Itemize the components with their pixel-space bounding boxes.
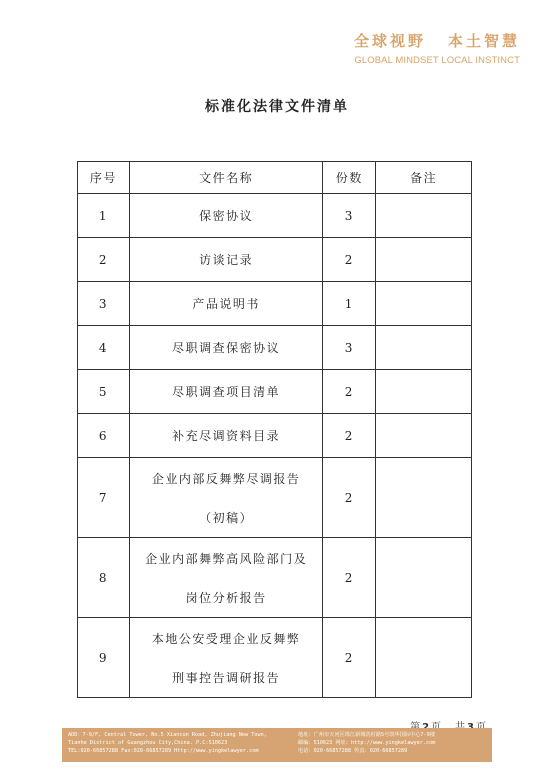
cell-copies: 2 xyxy=(323,538,376,618)
cell-no: 3 xyxy=(78,282,130,326)
cell-copies: 2 xyxy=(323,618,376,698)
slogan-english: GLOBAL MINDSET LOCAL INSTINCT xyxy=(354,55,520,66)
footer-right-line: 地址：广州市天河区珠江新城冼村路5号凯华国际中心7-9楼 xyxy=(298,732,435,738)
footer-left-line: ADD：7-9/F, Central Tower, No.5 Xiancun Road, Zhujiang New Town, xyxy=(68,732,267,738)
file-name-line: 企业内部反舞弊尽调报告 xyxy=(151,471,301,486)
file-name-line: 刑事控告调研报告 xyxy=(172,670,281,685)
column-header-name: 文件名称 xyxy=(129,162,322,194)
table-row xyxy=(78,458,472,538)
cell-no: 8 xyxy=(78,538,130,618)
file-name-line: 尽职调查保密协议 xyxy=(172,341,281,355)
cell-file-name xyxy=(129,282,322,326)
cell-file-name xyxy=(129,238,322,282)
table-row xyxy=(78,282,472,326)
footer-english-address xyxy=(68,731,296,755)
cell-copies: 3 xyxy=(323,326,376,370)
file-list-table xyxy=(77,161,472,698)
cell-copies: 2 xyxy=(323,414,376,458)
cell-note xyxy=(376,238,472,282)
cell-copies: 3 xyxy=(323,194,376,238)
slogan-chinese xyxy=(354,30,520,51)
cell-no: 5 xyxy=(78,370,130,414)
footer-chinese-address xyxy=(298,731,490,755)
table-row xyxy=(78,414,472,458)
table-row xyxy=(78,326,472,370)
footer-contact-bar xyxy=(62,728,492,762)
cell-note xyxy=(376,414,472,458)
cell-copies: 1 xyxy=(323,282,376,326)
file-name-line: 访谈记录 xyxy=(199,253,254,267)
cell-file-name xyxy=(129,458,322,538)
file-name-line: 产品说明书 xyxy=(192,297,260,311)
header-slogan xyxy=(354,30,520,66)
table-row xyxy=(78,238,472,282)
cell-copies: 2 xyxy=(323,238,376,282)
cell-no: 2 xyxy=(78,238,130,282)
cell-note xyxy=(376,194,472,238)
footer-left-line: Tianhe District of Guangzhou City,China. P.C:510623 xyxy=(68,740,228,746)
cell-no: 1 xyxy=(78,194,130,238)
footer-right-line: 邮编：510623 网址：http://www.yingkelawyer.com xyxy=(298,740,436,746)
column-header-no: 序号 xyxy=(78,162,130,194)
footer-right-line: 电话：020-66857288 传真：020-66857289 xyxy=(298,748,408,754)
table-row xyxy=(78,538,472,618)
table-row xyxy=(78,370,472,414)
file-name-line: 岗位分析报告 xyxy=(185,590,267,605)
cell-note xyxy=(376,282,472,326)
cell-file-name xyxy=(129,538,322,618)
file-name-line: 补充尽调资料目录 xyxy=(172,429,281,443)
cell-no: 9 xyxy=(78,618,130,698)
cell-file-name xyxy=(129,326,322,370)
cell-no: 4 xyxy=(78,326,130,370)
cell-note xyxy=(376,618,472,698)
file-name-line: 保密协议 xyxy=(199,209,254,223)
table-header-row xyxy=(78,162,472,194)
footer-left-line: TEL:020-66857288 Fax:020-66857289 Http://www.yingkelawyer.com xyxy=(68,748,259,754)
cell-no: 7 xyxy=(78,458,130,538)
cell-file-name xyxy=(129,414,322,458)
cell-note xyxy=(376,370,472,414)
cell-copies: 2 xyxy=(323,370,376,414)
file-name-line: （初稿） xyxy=(199,510,254,525)
file-name-line: 企业内部舞弊高风险部门及 xyxy=(145,551,308,566)
cell-note xyxy=(376,326,472,370)
slogan-part-2: 本土智慧 xyxy=(447,32,520,50)
slogan-part-1: 全球视野 xyxy=(353,32,426,50)
cell-copies: 2 xyxy=(323,458,376,538)
cell-file-name xyxy=(129,194,322,238)
cell-no: 6 xyxy=(78,414,130,458)
cell-note xyxy=(376,458,472,538)
cell-note xyxy=(376,538,472,618)
column-header-copies: 份数 xyxy=(323,162,376,194)
file-name-line: 本地公安受理企业反舞弊 xyxy=(151,631,301,646)
cell-file-name xyxy=(129,618,322,698)
column-header-note: 备注 xyxy=(376,162,472,194)
cell-file-name xyxy=(129,370,322,414)
table-row xyxy=(78,618,472,698)
document-title: 标准化法律文件清单 xyxy=(205,99,349,115)
file-name-line: 尽职调查项目清单 xyxy=(172,385,281,399)
table-row xyxy=(78,194,472,238)
